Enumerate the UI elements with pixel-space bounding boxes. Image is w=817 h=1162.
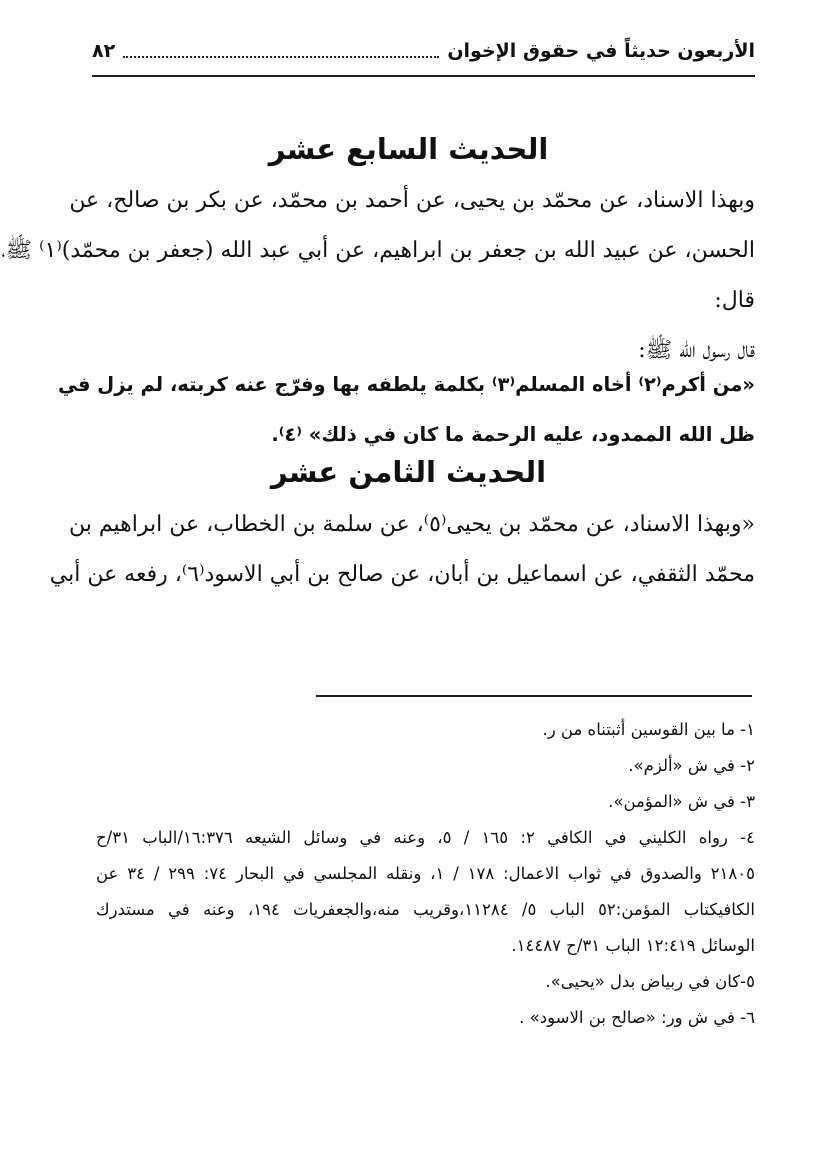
dot-leader — [123, 44, 439, 58]
hadith-18-chain — [49, 500, 755, 600]
footnote-rule — [316, 695, 752, 697]
page-number: ٨٢ — [92, 40, 116, 62]
hadith-17-chain — [1, 176, 755, 376]
text-line: قال رسول الله ﷺ: — [638, 338, 755, 363]
header-rule — [92, 75, 755, 77]
footnote-continued: ٢١٨٠٥ والصدوق في ثواب الاعمال: ١٧٨ / ١، ونقله المجلسي في البحار ٧٤: ٢٩٩ / ٣٤ عن — [96, 864, 755, 883]
text-line: وبهذا الاسناد، عن محمّد بن يحيى، عن أحمد بن محمّد، عن بكر بن صالح، عن — [69, 188, 755, 213]
text-line: الحسن، عن عبيد الله بن جعفر بن ابراهيم، عن أبي عبد الله (جعفر بن محمّد)⁽١⁾ ﷺ، — [1, 238, 755, 263]
running-header — [92, 36, 755, 66]
book-title: الأربعون حديثاً في حقوق الإخوان — [447, 40, 755, 62]
footnote: ٢- في ش «ألزم». — [628, 756, 755, 775]
footnote: ٤- رواه الكليني في الكافي ٢: ١٦٥ / ٥، وعنه في وسائل الشيعه ١٦:٣٧٦/الباب ٣١/ح — [96, 828, 755, 847]
footnote: ٣- في ش «المؤمن». — [608, 792, 755, 811]
footnote-continued: الكافيكتاب المؤمن:٥٢ الباب ٥/ ١١٢٨٤،وقريب منه،والجعفريات ١٩٤، وعنه في مستدرك — [96, 900, 755, 919]
hadith-17-title: الحديث السابع عشر — [268, 132, 549, 166]
footnote: ٥-كان في ربياض بدل «يحيى». — [545, 972, 755, 991]
footnote: ٦- في ش ور: «صالح بن الاسود» . — [519, 1008, 755, 1027]
footnote-continued: الوسائل ١٢:٤١٩ الباب ٣١/ح ١٤٤٨٧. — [511, 936, 755, 955]
footnotes — [96, 712, 755, 1036]
text-line: محمّد الثقفي، عن اسماعيل بن أبان، عن صالح بن أبي الاسود⁽٦⁾، رفعه عن أبي — [49, 562, 755, 587]
text-line: قال: — [714, 288, 755, 313]
quote-line: «من أكرم⁽٢⁾ أخاه المسلم⁽٣⁾ بكلمة يلطفه بها وفرّج عنه كربته، لم يزل في — [58, 373, 755, 396]
footnote: ١- ما بين القوسين أثبتناه من ر. — [542, 720, 755, 739]
text-line: «وبهذا الاسناد، عن محمّد بن يحيى⁽٥⁾، عن سلمة بن الخطاب، عن ابراهيم بن — [69, 512, 755, 537]
hadith-18-title: الحديث الثامن عشر — [270, 455, 547, 489]
quote-line: ظل الله الممدود، عليه الرحمة ما كان في ذلك» ⁽٤⁾. — [271, 423, 755, 446]
hadith-17-quote — [58, 360, 755, 460]
